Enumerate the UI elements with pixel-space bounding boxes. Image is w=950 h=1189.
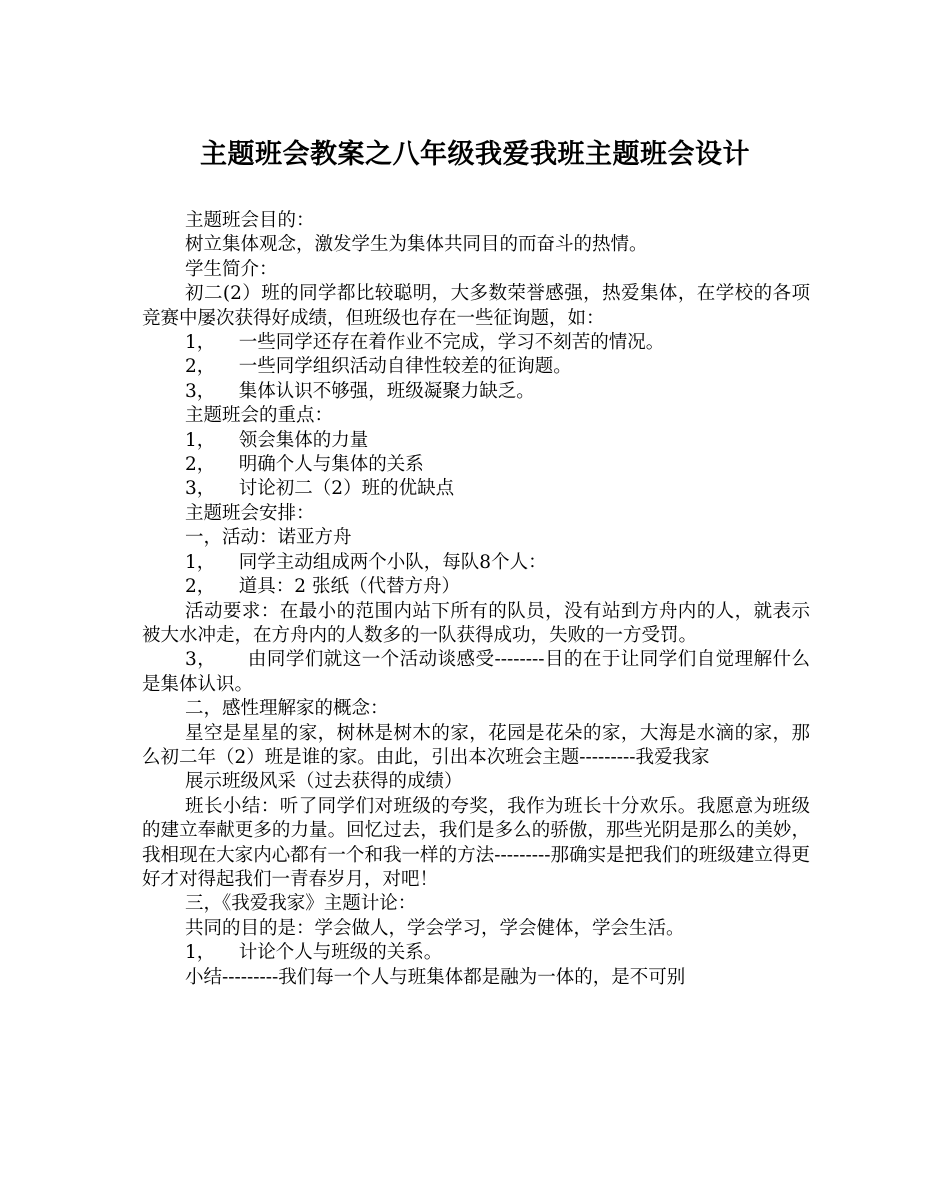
paragraph: 三，《我爱我家》主题计论： [185,893,417,915]
paragraph: 主题班会的重点： [185,405,334,427]
document-title: 主题班会教案之八年级我爱我班主题班会设计 [200,139,750,170]
paragraph: 一，活动：诺亚方舟 [185,527,352,549]
paragraph: 活动要求：在最小的范围内站下所有的队员，没有站到方舟内的人，就表示被大水冲走，在方舟内的人数多的一队获得成功，失败的一方受罚。 [142,600,810,646]
paragraph: 学生简介： [185,258,278,280]
paragraph: 小结---------我们每一个人与班集体都是融为一体的，是不可别 [185,966,686,988]
paragraph: 二，感性理解家的概念： [185,698,389,720]
paragraph: 树立集体观念，激发学生为集体共同目的而奋斗的热情。 [185,234,648,256]
paragraph: 展示班级风采（过去获得的成绩） [185,771,463,793]
paragraph: 2， 道具：2 张纸（代替方舟） [185,576,460,598]
paragraph: 主题班会安排： [185,502,315,524]
paragraph: 班长小结：听了同学们对班级的夸奖，我作为班长十分欢乐。我愿意为班级的建立奉献更多的力量。回忆过去，我们是多么的骄傲，那些光阴是那么的美妙，我相现在大家内心都有一个和我一样的方法---------那确实是把我们的班级建立得更好才对得起我们一青春岁月，对吧！ [142,795,810,890]
paragraph: 初二(2）班的同学都比较聪明，大多数荣誉感强，热爱集体，在学校的各项竞赛中屡次获得好成绩，但班级也存在一些征询题，如： [142,283,810,329]
paragraph: 2， 明确个人与集体的关系 [185,454,424,476]
document-body [142,209,810,990]
paragraph: 1， 同学主动组成两个小队，每队8个人： [185,551,547,573]
paragraph: 2， 一些同学组织活动自律性较差的征询题。 [185,356,572,378]
paragraph: 3， 由同学们就这一个活动谈感受--------目的在于让同学们自觉理解什么是集体认识。 [142,649,810,695]
paragraph: 1， 领会集体的力量 [185,429,369,451]
paragraph: 共同的目的是：学会做人，学会学习，学会健体，学会生活。 [185,917,685,939]
paragraph: 1， 一些同学还存在着作业不完成，学习不刻苦的情况。 [185,332,665,354]
paragraph: 主题班会目的： [185,210,315,231]
paragraph: 1， 计论个人与班级的关系。 [185,942,443,964]
paragraph: 3， 讨论初二（2）班的优缺点 [185,478,455,500]
paragraph: 星空是星星的家，树林是树木的家，花园是花朵的家，大海是水滴的家，那么初二年（2）班是谁的家。由此，引出本次班会主题---------我爱我家 [142,722,810,768]
paragraph: 3， 集体认识不够强，班级凝聚力缺乏。 [185,380,535,402]
